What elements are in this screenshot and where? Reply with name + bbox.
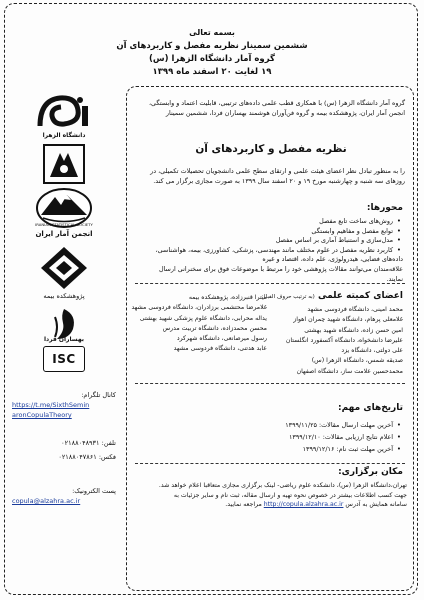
telegram-url-line1[interactable]: https://t.me/SixthSemin — [12, 401, 90, 409]
date-item: • اعلام نتایج ارزیابی مقالات: ۱۳۹۹/۱۲/۱۰ — [243, 431, 393, 443]
seminar-title: ششمین سمینار نظریه مفصل و کاربردهای آن — [116, 41, 308, 51]
committee-member: صدیقه شمس، دانشگاه الزهرا (س) — [311, 357, 403, 365]
intro-body-line-1: را به منظور تبادل نظر اعضای هیئت علمی و ارتقای سطح علمی دانشجویان تحصیلات تکمیلی، در — [150, 167, 405, 175]
venue-line-3 — [135, 500, 407, 510]
phone-row — [12, 438, 116, 448]
telegram-block — [12, 390, 116, 420]
committee-member: میترا قنبرزاده، پژوهشکده بیمه — [188, 294, 267, 301]
topics-note-line-2: نمایند. — [386, 274, 403, 283]
committee-heading-text: اعضای کمیته علمی — [317, 291, 403, 301]
alzahra-emblem-icon — [34, 92, 94, 132]
topic-item: • کاربرد نظریه مفصل در علوم مختلف مانند مهندسی، پزشکی، کشاورزی، بیمه، هواشناسی، — [135, 246, 393, 256]
isc-logo-text: ISC — [52, 352, 76, 366]
basmala: بسمه تعالی — [189, 28, 235, 37]
intro-body — [137, 167, 405, 186]
center-excellence-logo — [12, 142, 116, 186]
section-divider — [135, 283, 405, 284]
venue-heading: مکان برگزاری: — [338, 467, 403, 477]
email-link[interactable]: copula@alzahra.ac.ir — [12, 497, 81, 505]
committee-left-column — [133, 293, 267, 355]
dates-heading: تاریخ‌های مهم: — [338, 403, 403, 413]
topic-item: • توابع مفصل و مفاهیم وابستگی — [135, 227, 393, 237]
section-divider — [135, 463, 405, 464]
committee-member: عابد هدتنی، دانشگاه فردوسی مشهد — [173, 345, 267, 353]
telegram-label: کانال تلگرام: — [81, 391, 116, 399]
intro-line-1: گروه آمار دانشگاه الزهرا (س) با همکاری قطب علمی داده‌های ترتیبی، قابلیت اعتماد و وابستگی، — [148, 99, 405, 107]
topics-list-wrap — [135, 217, 403, 284]
intro-body-line-2: روزهای سه شنبه و چهارشنبه مورخ ۱۹ و ۲۰ اسفند سال ۱۳۹۹ به صورت مجازی برگزار می کند. — [153, 176, 405, 185]
topics-heading: محورها: — [366, 203, 403, 213]
committee-member: محمد امینی، دانشگاه فردوسی مشهد — [307, 306, 403, 313]
main-content-box — [126, 86, 414, 591]
behsaran-caption: بهساران فردا — [43, 336, 85, 343]
topic-continuation: داده‌های فضایی، هیدرولوژی، علم داده، اقتصاد و غیره — [262, 255, 403, 264]
venue-line-1: تهران،دانشگاه الزهرا (س)، دانشکده علوم ریاضی- لینک برگزاری مجازی متعاقبا اعلام خواهد شد. — [158, 482, 407, 489]
committee-member: محمدحسین علامت ساز، دانشگاه اصفهان — [296, 367, 403, 375]
diamond-emblem-icon — [39, 245, 89, 291]
committee-heading — [262, 291, 403, 301]
committee-member: یداله محرابی، دانشگاه علوم پزشکی شهید بهشتی — [139, 314, 267, 322]
alzahra-logo-text: دانشگاه الزهرا — [42, 131, 86, 139]
committee-subheading: (به ترتیب حروف الفبا): — [261, 294, 315, 300]
phone-label: تلفن: — [101, 439, 116, 447]
date-item: • آخرین مهلت ثبت نام: ۱۳۹۹/۱۲/۱۶ — [243, 443, 393, 455]
committee-member: امین حسن زاده، دانشگاه شهید بهشتی — [304, 326, 403, 334]
telegram-url-line2[interactable]: aronCopulaTheory — [12, 411, 72, 419]
topic-item: • مدل‌سازی و استنباط آماری بر اساس مفصل — [135, 236, 393, 246]
excellence-emblem-icon — [42, 143, 86, 185]
topics-note-line-1: علاقه‌مندان می‌توانند مقالات پژوهشی خود را مرتبط با موضوعات فوق برای سخنرانی ارسال — [158, 264, 403, 273]
insurance-institute-caption: پژوهشکده بیمه — [43, 292, 85, 300]
committee-member: رسول میرصانعی، دانشگاه شهرکرد — [176, 335, 267, 343]
venue-line-3-suffix: مراجعه نمایید. — [225, 501, 262, 508]
fax-row — [12, 452, 116, 462]
telegram-link[interactable] — [12, 400, 116, 420]
fax-value: ۰۲۱۸۸۰۴۷۸۶۱ — [58, 453, 97, 461]
seminar-dates: ۱۹ لغایت ۲۰ اسفند ماه ۱۳۹۹ — [152, 67, 272, 77]
statistical-society-text: IRANIAN STATISTICAL SOCIETY — [35, 222, 93, 227]
organizer-line: گروه آمار دانشگاه الزهرا (س) — [149, 54, 275, 64]
committee-member: محسن محمدزاده، دانشگاه تربیت مدرس — [162, 324, 267, 332]
committee-member: علیرضا دانشخواه، دانشگاه آکسفورد انگلستان — [285, 336, 403, 344]
phone-value: ۰۲۱۸۸۰۴۸۹۳۱ — [61, 439, 100, 447]
email-label: پست الکترونیک: — [72, 487, 116, 495]
venue-paragraph — [135, 481, 407, 510]
email-block — [12, 486, 116, 506]
insurance-institute-logo — [12, 244, 116, 292]
committee-right-column — [263, 305, 403, 377]
alzahra-logo — [12, 90, 116, 140]
venue-line-2: جهت کسب اطلاعات بیشتر در خصوص نحوه تهیه و ارسال مقاله، ثبت نام و سایر جزئیات به — [173, 491, 407, 499]
venue-line-3-text: سامانه همایش به آدرس — [345, 501, 407, 508]
committee-member: غلامعلی پرهام، دانشگاه شهید چمران اهواز — [293, 316, 403, 324]
committee-member: علی دولتی، دانشگاه یزد — [341, 347, 403, 355]
dates-list-wrap — [243, 419, 403, 455]
dates-list — [243, 419, 403, 455]
committee-member: غلامرضا محتشمی برزادران، دانشگاه فردوسی مشهد — [131, 304, 267, 312]
statistical-society-caption: انجمن آمار ایران — [35, 230, 93, 238]
intro-line-2: انجمن آمار ایران، پژوهشکده بیمه و گروه فن‌آوران هوشمند بهساران فردا، ششمین سمینار — [165, 108, 405, 117]
seminar-main-title: نظریه مفصل و کاربردهای آن — [195, 143, 347, 155]
topic-item: • روش‌های ساخت تابع مفصل — [135, 217, 393, 227]
topics-list — [135, 217, 403, 255]
isc-logo — [43, 346, 85, 372]
intro-paragraph — [137, 99, 405, 118]
conference-url-link[interactable]: http://copula.alzahra.ac.ir — [263, 501, 344, 508]
date-item: • آخرین مهلت ارسال مقالات: ۱۳۹۹/۱۱/۲۵ — [243, 419, 393, 431]
section-divider — [135, 383, 405, 384]
fax-label: فکس: — [98, 453, 116, 461]
